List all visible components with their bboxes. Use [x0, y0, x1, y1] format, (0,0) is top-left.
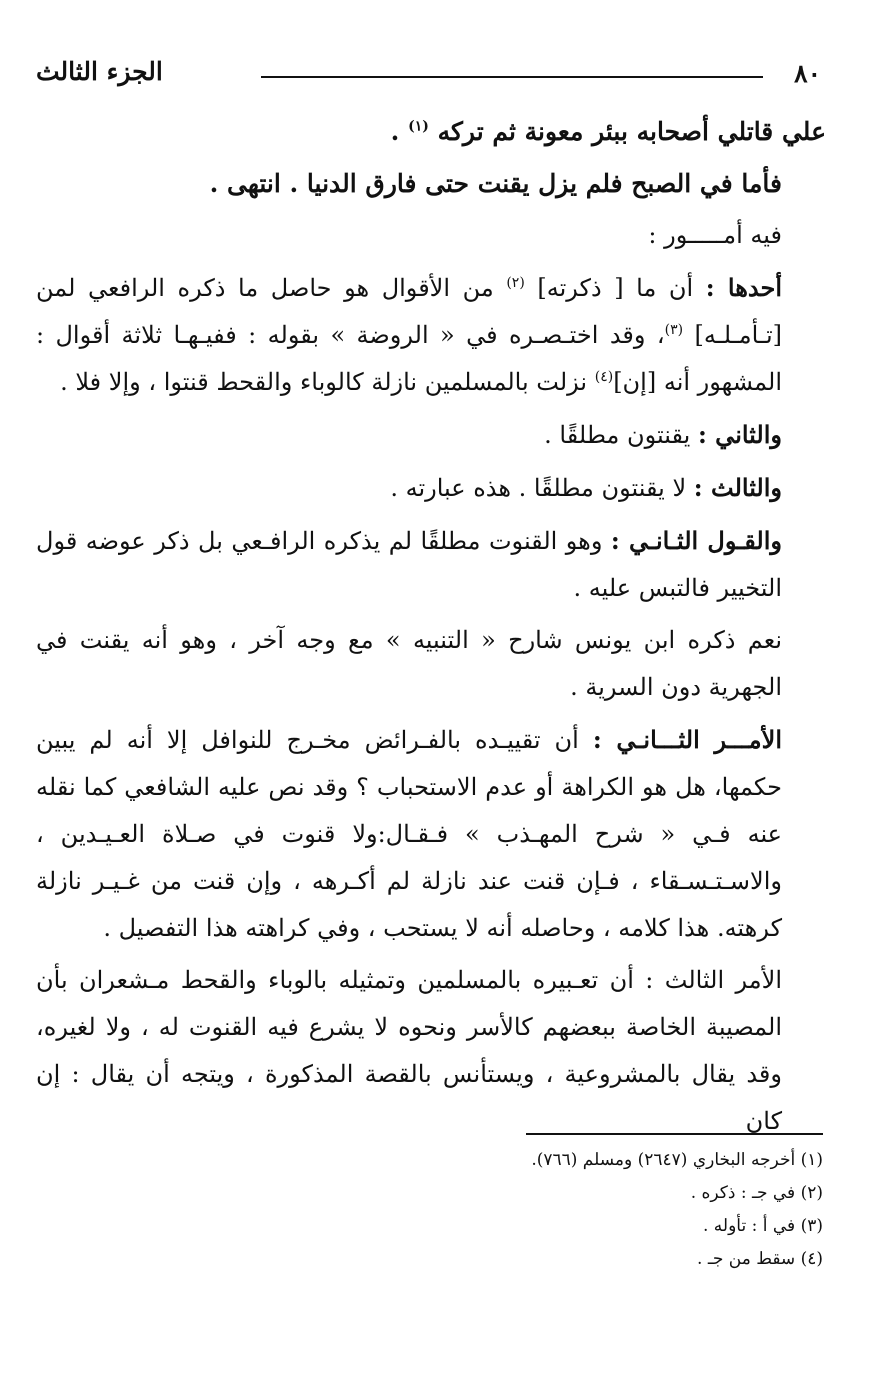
paragraph-term: والقـول الثـانـي : — [610, 526, 782, 555]
paragraph-7 — [36, 517, 826, 612]
paragraph-text: نزلت بالمسلمين نازلة كالوباء والقحط قنتوا ، وإلا فلا . — [60, 368, 595, 396]
paragraph-term: والثالث : — [693, 473, 782, 502]
footnote-separator — [526, 1133, 823, 1135]
footnote-1: (١) أخرجه البخاري (٢٦٤٧) ومسلم (٧٦٦). — [531, 1150, 823, 1170]
paragraph-text: ، وقد اختـصـره في « الروضة » بقوله : ففيـهـا ثلاثة أقوال : المشهور أنه [إن] — [36, 321, 782, 396]
paragraph-10 — [36, 957, 826, 1145]
footnote-2: (٢) في جـ : ذكره . — [690, 1183, 823, 1203]
paragraph-text: فأما في الصبح فلم يزل يقنت حتى فارق الدنيا . انتهى . — [209, 169, 782, 198]
footnote-ref: (٢) — [506, 275, 525, 291]
footnote-4: (٤) سقط من جـ . — [697, 1249, 823, 1269]
paragraph-4 — [36, 264, 826, 406]
paragraph-text: لا يقنتون مطلقًا . هذه عبارته . — [390, 474, 694, 502]
footnotes — [63, 1144, 823, 1276]
paragraph-5 — [36, 411, 826, 459]
header-rule — [261, 76, 763, 78]
paragraph-text: فيه أمـــــور : — [648, 221, 782, 249]
paragraph-6 — [36, 464, 826, 512]
paragraph-term: الأمـــر الثـــانـي : — [592, 725, 782, 754]
footnote-3: (٣) في أ : تأوله . — [703, 1216, 823, 1236]
page-number: ٨٠ — [794, 59, 821, 88]
footnote-ref: (٣) — [664, 322, 684, 338]
paragraph-text: علي قاتلي أصحابه ببئر معونة ثم تركه — [437, 117, 826, 146]
footnote-ref: (٤) — [594, 369, 614, 385]
paragraph-1 — [36, 108, 826, 155]
paragraph-9 — [36, 716, 826, 952]
paragraph-text: أن تقييـده بالفـرائض مخـرج للنوافل إلا أنه لم يبين حكمها، هل هو الكراهة أو عدم الاستحباب ؟ وقد نص عليه الشافعي كما نقله عنه فـي « شرح المهـذب » فـقـال:ولا قنوت في صـلاة العـيـدين ، والاسـتـسـقاء ، فـإن قنت عند نازلة لم أكـرهه ، وإن قنت من غـيـر نازلة كرهته. هذا كلامه ، وحاصله أنه لا يستحب ، وفي كراهته هذا التفصيل . — [36, 726, 782, 942]
running-head: الجزء الثالث — [36, 57, 163, 86]
paragraph-text: نعم ذكره ابن يونس شارح « التنبيه » مع وجه آخر ، وهو أنه يقنت في الجهرية دون السرية . — [36, 626, 782, 701]
main-text — [36, 108, 826, 1150]
footnote-ref: (١) — [408, 118, 429, 135]
paragraph-text: أن ما [ ذكرته] — [537, 274, 706, 302]
paragraph-8 — [36, 617, 826, 711]
paragraph-term: أحدها : — [705, 273, 782, 302]
paragraph-term: والثاني : — [697, 420, 782, 449]
paragraph-end: . — [390, 117, 409, 146]
paragraph-text: وهو القنوت مطلقًا لم يذكره الرافـعي بل ذكر عوضه قول التخيير فالتبس عليه . — [36, 527, 782, 602]
paragraph-text: الأمر الثالث : أن تعـبيره بالمسلمين وتمثيله بالوباء والقحط مـشعران بأن المصيبة الخاصة ببعضهم كالأسر ونحوه لا يشرع فيه القنوت له ، ولا لغيره، وقد يقال بالمشروعية ، ويستأنس بالقصة المذكورة ، ويتجه أن يقال : إن كان — [36, 966, 782, 1135]
paragraph-3 — [36, 212, 826, 259]
page-header — [36, 52, 821, 98]
paragraph-text: من الأقوال هو حاصل ما ذكره الرافعي لمن [تـأمـلـه] — [36, 274, 782, 349]
paragraph-text: يقنتون مطلقًا . — [544, 421, 698, 449]
paragraph-2 — [36, 160, 826, 207]
